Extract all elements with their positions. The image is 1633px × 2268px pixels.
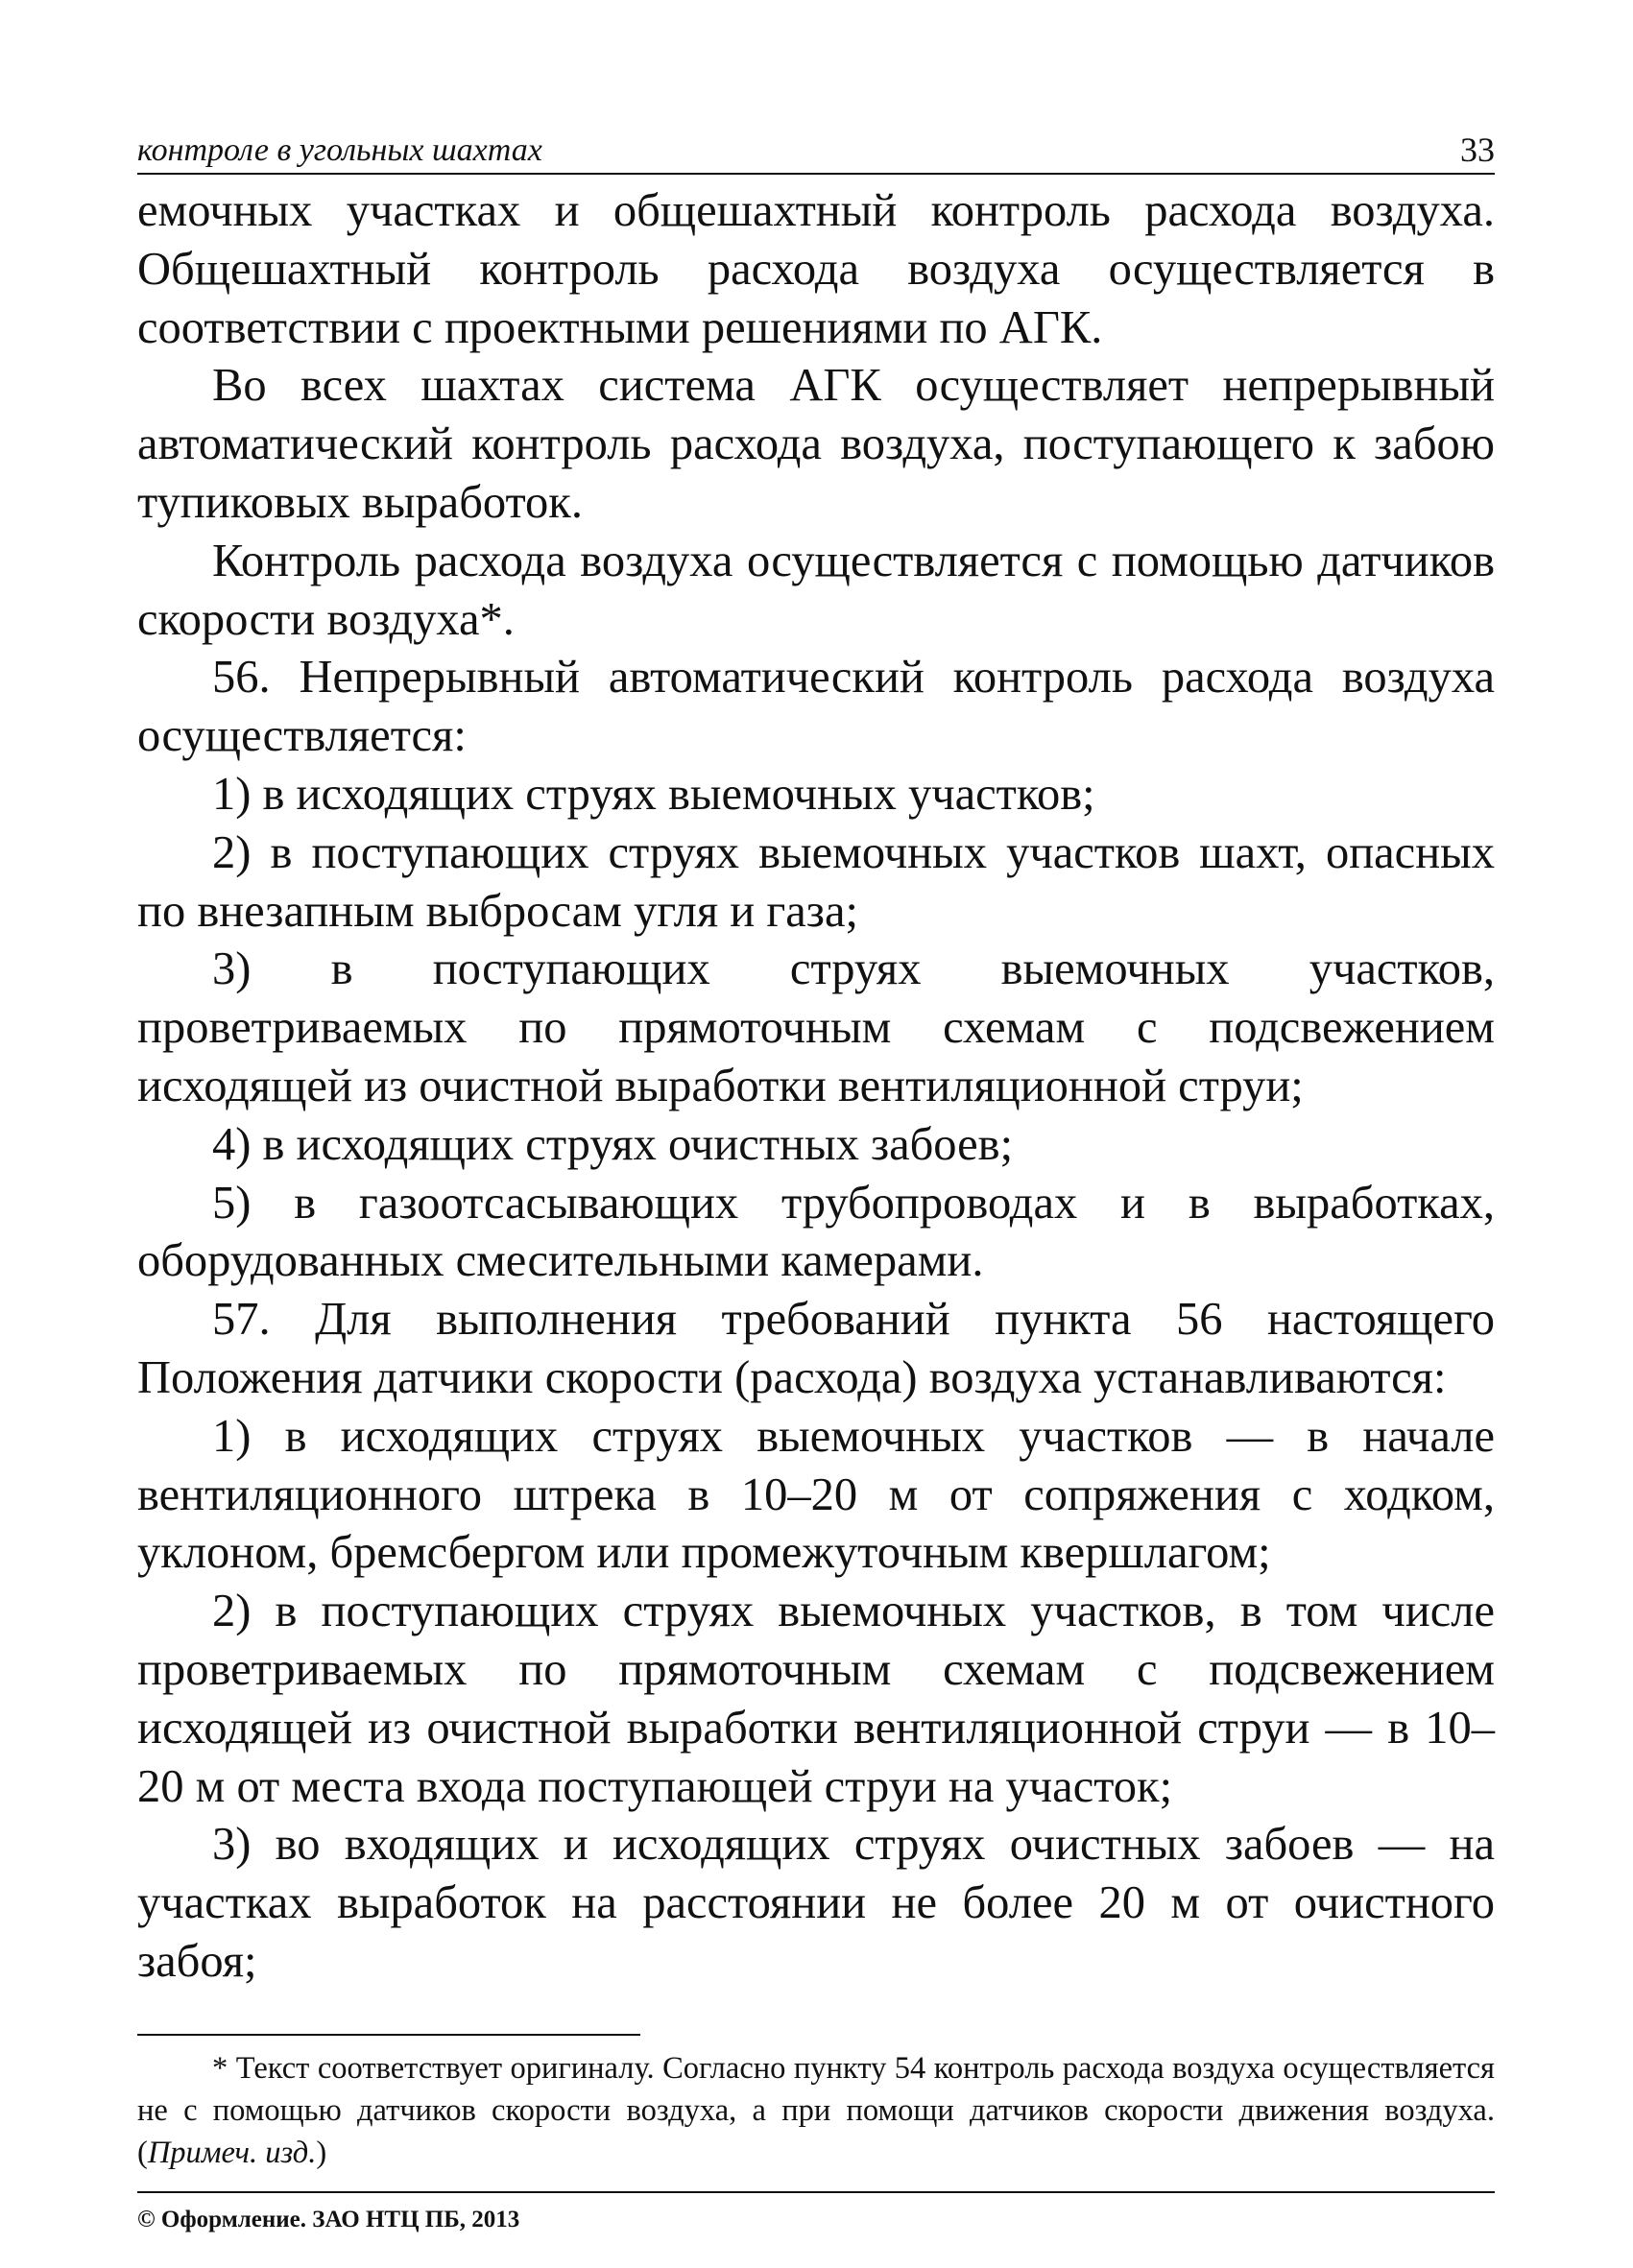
list-item: 3) во входящих и исходящих струях очистных забоев — на участках выработок на расстоянии не более 20 м от очистного забоя;: [137, 1819, 1495, 1987]
list-item: 5) в газоотсасывающих трубопроводах и в выработках, оборудованных смесительными камерами.: [137, 1177, 1495, 1287]
list-item: 4) в исходящих струях очистных забоев;: [212, 1118, 1014, 1170]
paragraph-continuation: емочных участках и общешахтный контроль расхода воздуха. Общешахтный контроль расхода воздуха осуществляется в соответствии с проектными решениями по АГК.: [137, 185, 1495, 353]
paragraph: Во всех шахтах система АГК осуществляет непрерывный автоматический контроль расхода воздуха, поступающего к забою тупиковых выработок.: [137, 360, 1495, 528]
page-number: 33: [1460, 131, 1495, 169]
paragraph: Контроль расхода воздуха осуществляется с помощью датчиков скорости воздуха*.: [137, 535, 1495, 645]
list-item: 2) в поступающих струях выемочных участков, в том числе проветриваемых по прямоточным схемам с подсвежением исходящей из очистной выработки вентиляционной струи — в 10–20 м от места входа поступающей струи на участок;: [137, 1586, 1495, 1812]
footnote: [137, 2047, 1495, 2174]
running-title: контроле в угольных шахтах: [137, 132, 542, 168]
editor-note: Примеч. изд.: [147, 2135, 317, 2170]
running-header: [137, 123, 1495, 175]
clause-57: 57. Для выполнения требований пункта 56 настоящего Положения датчики скорости (расхода) воздуха устанавливаются:: [137, 1294, 1495, 1403]
list-item: 1) в исходящих струях выемочных участков — в начале вентиляционного штрека в 10–20 м от сопряжения с ходком, уклоном, бремсбергом или промежуточным квершлагом;: [137, 1410, 1495, 1579]
copyright-divider: [137, 2191, 1495, 2193]
list-item: 2) в поступающих струях выемочных участков шахт, опасных по внезапным выбросам угля и газа;: [137, 826, 1495, 937]
footnote-divider: [137, 2034, 640, 2036]
document-page: [137, 123, 1495, 2232]
copyright: © Оформление. ЗАО НТЦ ПБ, 2013: [137, 2206, 520, 2232]
footnote-close: ): [316, 2135, 327, 2170]
footnote-text: * Текст соответствует оригиналу. Согласно пункту 54 контроль расхода воздуха осуществляется не с помощью датчиков скорости воздуха, а при помощи датчиков скорости движения воздуха. (: [137, 2050, 1495, 2170]
list-item: 3) в поступающих струях выемочных участков, проветриваемых по прямоточным схемам с подсвежением исходящей из очистной выработки вентиляционной струи;: [137, 943, 1495, 1111]
list-item: 1) в исходящих струях выемочных участков;: [212, 768, 1095, 820]
body-text: [137, 182, 1495, 1992]
clause-56: 56. Непрерывный автоматический контроль расхода воздуха осуществляется:: [137, 652, 1495, 762]
